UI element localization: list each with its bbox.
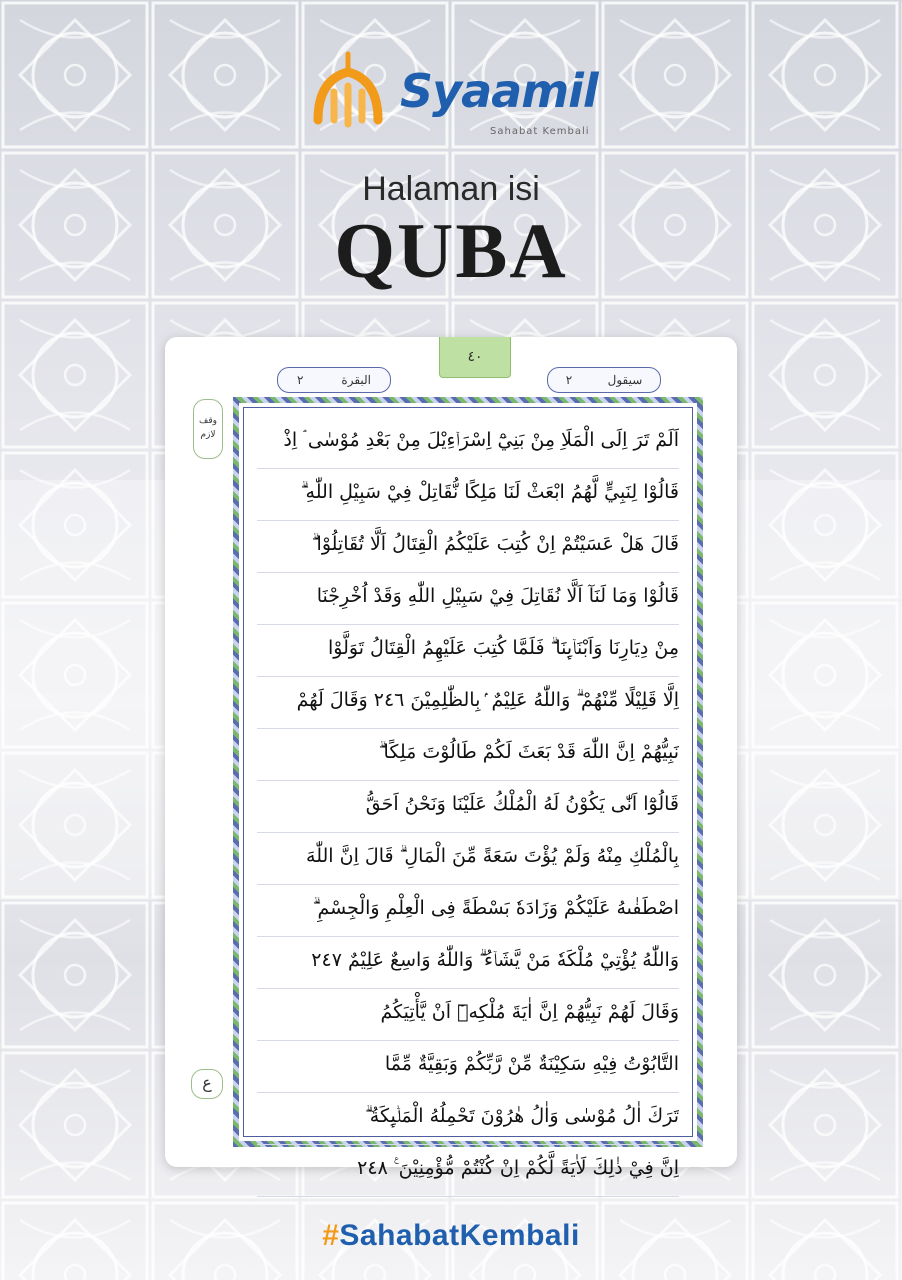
quran-line: وَاللّٰهُ يُؤْتِيْ مُلْكَهٗ مَنْ يَّشَاۤءُ ۗ وَاللّٰهُ وَاسِعٌ عَلِيْمٌ ٢٤٧ bbox=[257, 937, 679, 989]
page-number-tab: ٤٠ bbox=[439, 337, 511, 378]
quran-line: مِنْ دِيَارِنَا وَاَبْنَاۤىِٕنَا ۗ فَلَمَّا كُتِبَ عَلَيْهِمُ الْقِتَالُ تَوَلَّوْا bbox=[257, 625, 679, 677]
brand-logo bbox=[308, 50, 608, 140]
quran-line: اصْطَفٰىهُ عَلَيْكُمْ وَزَادَهٗ بَسْطَةً فِى الْعِلْمِ وَالْجِسْمِ ۗ bbox=[257, 885, 679, 937]
quran-line: بِالْمُلْكِ مِنْهُ وَلَمْ يُؤْتَ سَعَةً مِّنَ الْمَالِ ۗ قَالَ اِنَّ اللّٰهَ bbox=[257, 833, 679, 885]
header bbox=[0, 0, 902, 330]
brand-name: Syaamil bbox=[400, 64, 598, 118]
quran-line: اِنَّ فِيْ ذٰلِكَ لَاٰيَةً لَّكُمْ اِنْ كُنْتُمْ مُّؤْمِنِيْنَ ࣖ ٢٤٨ bbox=[257, 1145, 679, 1197]
page-title: QUBA bbox=[334, 207, 568, 294]
quran-line: وَقَالَ لَهُمْ نَبِيُّهُمْ اِنَّ اٰيَةَ مُلْكِهٖٓ اَنْ يَّأْتِيَكُمُ bbox=[257, 989, 679, 1041]
waqf-lazim-marker: وقف لازم bbox=[193, 399, 223, 459]
quran-line: اِلَّا قَلِيْلًا مِّنْهُمْ ۗ وَاللّٰهُ عَلِيْمٌ ۢبِالظّٰلِمِيْنَ ٢٤٦ وَقَالَ لَهُمْ bbox=[257, 677, 679, 729]
quran-text-lines bbox=[257, 417, 679, 1179]
quran-line: اَلَمْ تَرَ اِلَى الْمَلَاِ مِنْ بَنِيْٓ اِسْرَاۤءِيْلَ مِنْ بَعْدِ مُوْسٰى ۘ اِذْ bbox=[257, 417, 679, 469]
quran-line: قَالُوْا لِنَبِيٍّ لَّهُمُ ابْعَثْ لَنَا مَلِكًا نُّقَاتِلْ فِيْ سَبِيْلِ اللّٰهِ ۗ bbox=[257, 469, 679, 521]
surah-name: البقرة bbox=[341, 373, 372, 387]
ruku-marker: ع bbox=[191, 1069, 223, 1099]
surah-name-label bbox=[277, 367, 391, 393]
hashtag-text: SahabatKembali bbox=[339, 1219, 580, 1252]
ornamental-frame bbox=[233, 397, 703, 1179]
quran-line: تَرَكَ اٰلُ مُوْسٰى وَاٰلُ هٰرُوْنَ تَحْمِلُهُ الْمَلٰۤىِٕكَةُ ۗ bbox=[257, 1093, 679, 1145]
quran-line: التَّابُوْتُ فِيْهِ سَكِيْنَةٌ مِّنْ رَّبِّكُمْ وَبَقِيَّةٌ مِّمَّا bbox=[257, 1041, 679, 1093]
quran-line: نَبِيُّهُمْ اِنَّ اللّٰهَ قَدْ بَعَثَ لَكُمْ طَالُوْتَ مَلِكًا ۗ bbox=[257, 729, 679, 781]
page-subtitle: Halaman isi bbox=[362, 170, 540, 208]
hash-symbol: # bbox=[322, 1219, 340, 1252]
surah-number: ٢ bbox=[297, 373, 304, 387]
syaamil-logo-icon bbox=[308, 50, 388, 140]
juz-number: ٢ bbox=[565, 373, 573, 387]
juz-name: سيقول bbox=[607, 373, 643, 387]
quran-line: قَالُوْا وَمَا لَنَآ اَلَّا نُقَاتِلَ فِيْ سَبِيْلِ اللّٰهِ وَقَدْ اُخْرِجْنَا bbox=[257, 573, 679, 625]
quran-page-sample bbox=[165, 337, 737, 1179]
quran-line: قَالَ هَلْ عَسَيْتُمْ اِنْ كُتِبَ عَلَيْكُمُ الْقِتَالُ اَلَّا تُقَاتِلُوْا ۗ bbox=[257, 521, 679, 573]
juz-name-label bbox=[547, 367, 661, 393]
brand-tagline: Sahabat Kembali bbox=[490, 126, 590, 137]
footer-hashtag bbox=[0, 1219, 902, 1253]
quran-line: قَالُوْٓا اَنّٰى يَكُوْنُ لَهُ الْمُلْكُ عَلَيْنَا وَنَحْنُ اَحَقُّ bbox=[257, 781, 679, 833]
